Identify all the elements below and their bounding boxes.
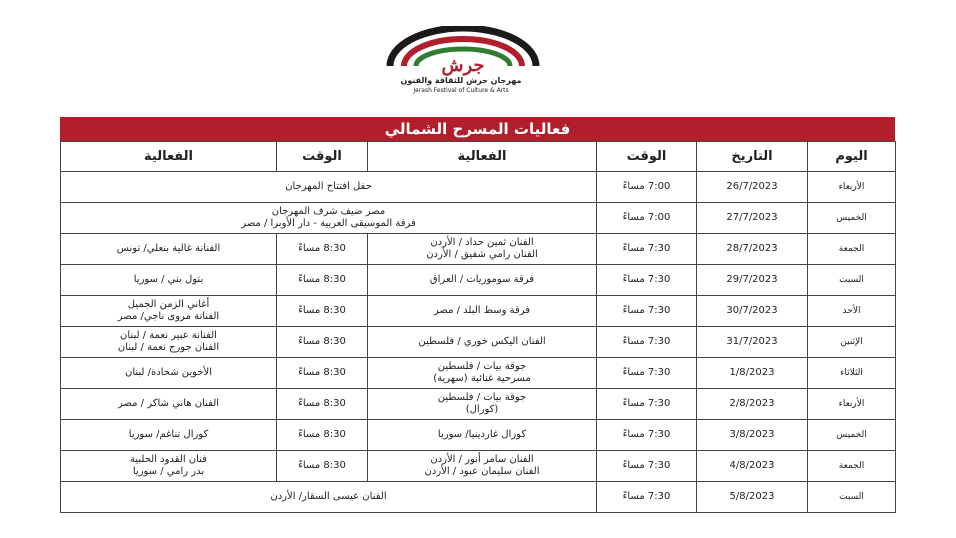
table-row <box>61 265 896 296</box>
festival-arabic-name: مهرجان جرش للثقافة والفنون <box>400 76 522 85</box>
row-date: 5/8/2023 <box>697 482 808 513</box>
event-line: بتول بني / سوريا <box>133 274 204 285</box>
event-line: فرقة الموسيقى العربية - دار الأوبرا / مصر <box>241 218 416 229</box>
header-time-first: الوقت <box>597 142 697 172</box>
row-event-first <box>368 327 597 358</box>
event-line: الفنان جورج نعمة / لبنان <box>117 342 220 353</box>
row-time-first: 7:30 مساءً <box>597 420 697 451</box>
row-event-merged <box>61 482 597 513</box>
row-event-second <box>61 451 277 482</box>
header-date: التاريخ <box>697 142 808 172</box>
row-event-first <box>368 265 597 296</box>
event-line: الفنانة غالية بنعلي/ تونس <box>116 243 221 254</box>
row-time-first: 7:30 مساءً <box>597 389 697 420</box>
schedule-table <box>60 141 896 513</box>
festival-arch-icon <box>378 26 548 78</box>
row-day: الأربعاء <box>808 389 896 420</box>
event-line: الفنان سليمان عبود / الأردن <box>424 466 540 477</box>
event-line: كورال غاردينيا/ سوريا <box>437 429 527 440</box>
row-date: 26/7/2023 <box>697 172 808 203</box>
row-event-merged <box>61 203 597 234</box>
row-date: 31/7/2023 <box>697 327 808 358</box>
row-day: الأحد <box>808 296 896 327</box>
row-event-first <box>368 296 597 327</box>
event-line: فنان القدود الحلبية <box>130 454 207 465</box>
row-time-first: 7:30 مساءً <box>597 451 697 482</box>
table-row <box>61 172 896 203</box>
table-row <box>61 296 896 327</box>
event-line: جوقة بيات / فلسطين <box>437 392 527 403</box>
festival-english-name: Jerash Festival of Culture & Arts <box>413 87 509 94</box>
header-row <box>61 142 896 172</box>
event-line: حفل افتتاح المهرجان <box>285 181 372 192</box>
event-line: الفنان ثمين حداد / الأردن <box>430 237 534 248</box>
row-day: الخميس <box>808 203 896 234</box>
event-line: (كورال) <box>465 404 499 415</box>
row-time-first: 7:00 مساءً <box>597 172 697 203</box>
row-time-second: 8:30 مساءً <box>277 358 368 389</box>
table-row <box>61 451 896 482</box>
event-line: جوقة بيات / فلسطين <box>437 361 527 372</box>
row-time-first: 7:30 مساءً <box>597 296 697 327</box>
row-time-first: 7:30 مساءً <box>597 358 697 389</box>
row-date: 2/8/2023 <box>697 389 808 420</box>
header-event-first: الفعالية <box>368 142 597 172</box>
row-day: الجمعة <box>808 451 896 482</box>
row-time-first: 7:00 مساءً <box>597 203 697 234</box>
header-day: اليوم <box>808 142 896 172</box>
row-event-first <box>368 358 597 389</box>
row-time-second: 8:30 مساءً <box>277 234 368 265</box>
header-event-second: الفعالية <box>61 142 277 172</box>
event-line: الفنان عيسى السقار/ الأردن <box>270 491 387 502</box>
row-time-first: 7:30 مساءً <box>597 234 697 265</box>
row-event-second <box>61 327 277 358</box>
row-time-first: 7:30 مساءً <box>597 482 697 513</box>
event-line: فرقة وسط البلد / مصر <box>433 305 531 316</box>
table-row <box>61 327 896 358</box>
event-line: مصر ضيف شرف المهرجان <box>271 206 386 217</box>
row-day: الجمعة <box>808 234 896 265</box>
row-event-merged <box>61 172 597 203</box>
logo-mark-text: جرش <box>441 55 485 76</box>
row-event-first <box>368 389 597 420</box>
row-time-second: 8:30 مساءً <box>277 327 368 358</box>
row-time-second: 8:30 مساءً <box>277 296 368 327</box>
row-time-first: 7:30 مساءً <box>597 265 697 296</box>
row-day: السبت <box>808 265 896 296</box>
row-event-second <box>61 420 277 451</box>
table-row <box>61 389 896 420</box>
row-event-first <box>368 234 597 265</box>
row-date: 3/8/2023 <box>697 420 808 451</box>
row-time-first: 7:30 مساءً <box>597 327 697 358</box>
event-line: الأخوين شحادة/ لبنان <box>125 367 212 378</box>
row-event-second <box>61 389 277 420</box>
row-event-second <box>61 265 277 296</box>
row-day: الثلاثاء <box>808 358 896 389</box>
row-day: الإثنين <box>808 327 896 358</box>
row-day: الأربعاء <box>808 172 896 203</box>
header-time-second: الوقت <box>277 142 368 172</box>
row-date: 28/7/2023 <box>697 234 808 265</box>
event-line: بدر رامي / سوريا <box>132 466 205 477</box>
table-row <box>61 482 896 513</box>
table-row <box>61 420 896 451</box>
row-event-second <box>61 358 277 389</box>
north-theatre-schedule <box>60 117 895 513</box>
event-line: الفنانة عبير نعمة / لبنان <box>120 330 217 341</box>
row-date: 30/7/2023 <box>697 296 808 327</box>
schedule-body <box>61 172 896 513</box>
event-line: أغاني الزمن الجميل <box>127 299 210 310</box>
event-line: كورال تناغم/ سوريا <box>128 429 209 440</box>
row-day: السبت <box>808 482 896 513</box>
event-line: الفنان رامي شفيق / الأردن <box>426 249 538 260</box>
table-row <box>61 358 896 389</box>
row-date: 1/8/2023 <box>697 358 808 389</box>
festival-logo <box>378 26 548 100</box>
row-time-second: 8:30 مساءً <box>277 389 368 420</box>
row-time-second: 8:30 مساءً <box>277 420 368 451</box>
event-line: الفنانة مروى ناجي/ مصر <box>117 311 220 322</box>
event-line: مسرحية غنائية (سهرية) <box>433 373 531 384</box>
schedule-title: فعاليات المسرح الشمالي <box>60 117 895 141</box>
row-date: 27/7/2023 <box>697 203 808 234</box>
row-time-second: 8:30 مساءً <box>277 265 368 296</box>
event-line: فرقة سوموريات / العراق <box>429 274 535 285</box>
row-day: الخميس <box>808 420 896 451</box>
table-row <box>61 234 896 265</box>
event-line: الفنان هاني شاكر / مصر <box>117 398 220 409</box>
event-line: الفنان سامر أنور / الأردن <box>430 454 534 465</box>
row-event-second <box>61 234 277 265</box>
row-time-second: 8:30 مساءً <box>277 451 368 482</box>
row-event-first <box>368 451 597 482</box>
row-event-first <box>368 420 597 451</box>
row-date: 29/7/2023 <box>697 265 808 296</box>
row-event-second <box>61 296 277 327</box>
row-date: 4/8/2023 <box>697 451 808 482</box>
event-line: الفنان اليكس خوري / فلسطين <box>418 336 546 347</box>
table-row <box>61 203 896 234</box>
